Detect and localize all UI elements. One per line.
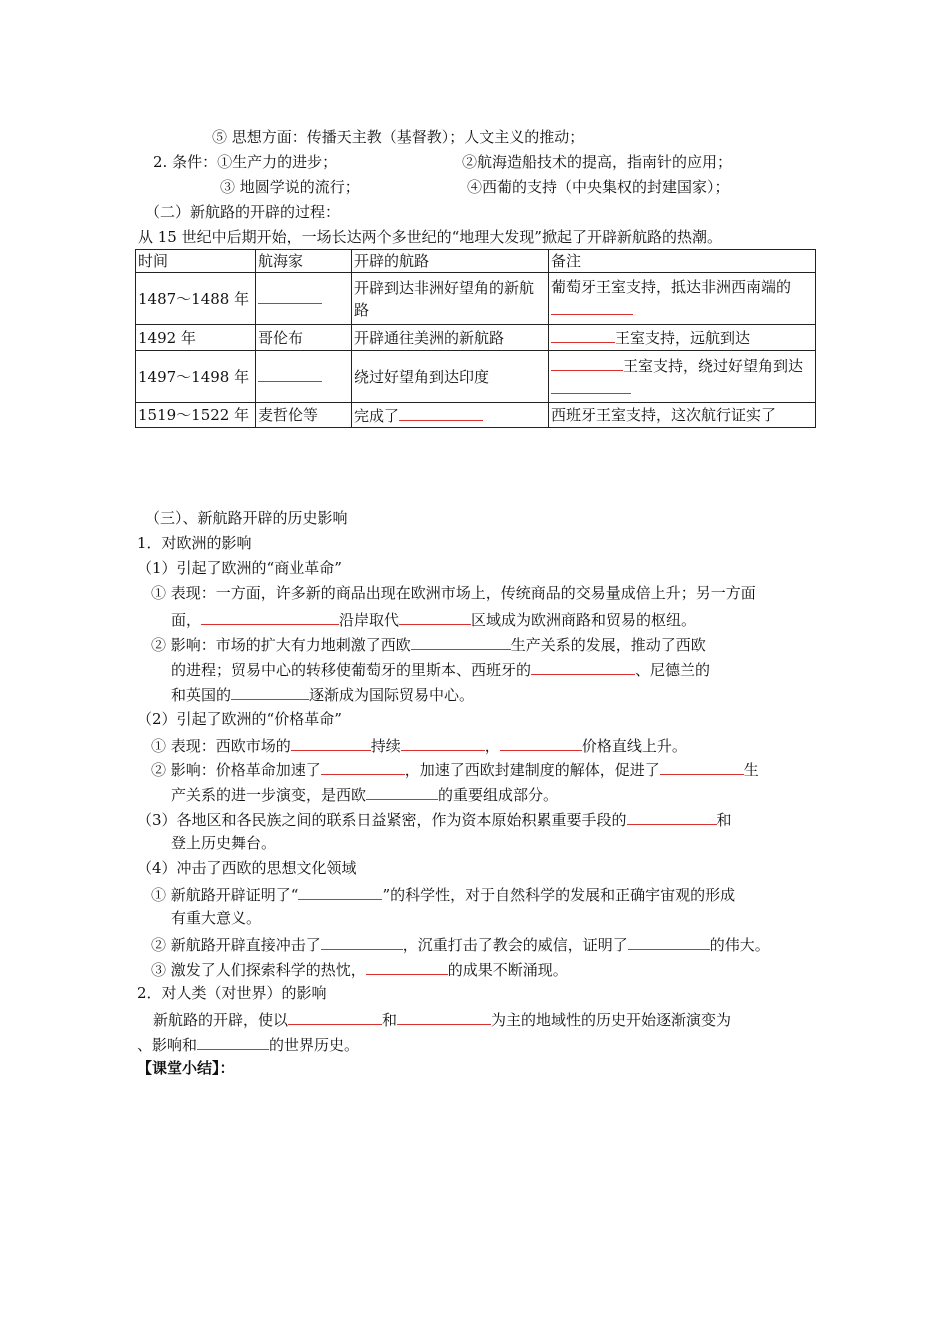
text-segment: 区域成为欧洲商路和贸易的枢纽。 — [471, 611, 697, 629]
fill-blank[interactable] — [531, 658, 635, 675]
text-segment: 的进程；贸易中心的转移使葡萄牙的里斯本、西班牙的 — [171, 661, 532, 679]
fill-blank[interactable] — [321, 758, 405, 775]
text-segment: 的重要组成部分。 — [438, 786, 559, 804]
text-segment: 持续 — [370, 737, 401, 755]
table-row — [136, 325, 816, 351]
price-effect-line-1 — [151, 758, 759, 780]
section-3-heading: （三）、新航路开辟的历史影响 — [145, 509, 348, 527]
text-segment: ，加速了西欧封建制度的解体，促进了 — [404, 761, 660, 779]
text-segment: 为主的地域性的历史开始逐渐演变为 — [491, 1011, 732, 1029]
cell-time: 1497～1498 年 — [136, 351, 256, 403]
thought-impact-2-line — [151, 933, 770, 955]
fill-blank[interactable] — [399, 404, 483, 421]
text-segment: 、尼德兰的 — [635, 661, 711, 679]
text-segment: ② 新航路开辟直接冲击了 — [151, 936, 321, 954]
fill-blank[interactable] — [197, 1033, 269, 1050]
conditions-line-2-left: ③ 地圆学说的流行； — [220, 178, 360, 196]
cell-navigator: 麦哲伦等 — [256, 403, 352, 428]
thought-aspect-line: ⑤ 思想方面：传播天主教（基督教）；人文主义的推动； — [212, 128, 585, 146]
commercial-revolution-heading: （1）引起了欧洲的“商业革命” — [137, 559, 342, 577]
cell-route: 开辟通往美洲的新航路 — [352, 325, 549, 351]
fill-blank[interactable] — [399, 608, 471, 625]
text-segment: ② 影响：价格革命加速了 — [151, 761, 321, 779]
note-text: 王室支持，绕过好望角到 — [623, 356, 789, 375]
fill-blank[interactable] — [397, 1008, 491, 1025]
fill-blank[interactable] — [201, 608, 339, 625]
section-2-heading: （二）新航路的开辟的过程： — [145, 203, 341, 221]
commercial-manifest-line-2 — [171, 608, 696, 630]
note-text: 葡萄牙王室支持，抵达非洲西南端的 — [551, 278, 792, 296]
commercial-effect-line-3 — [171, 683, 474, 705]
fill-blank[interactable] — [366, 783, 438, 800]
world-impact-line-1 — [153, 1008, 731, 1030]
cell-route: 绕过好望角到达印度 — [352, 351, 549, 403]
fill-blank[interactable] — [401, 734, 485, 751]
connection-line-1 — [137, 808, 732, 830]
fill-blank[interactable] — [321, 933, 403, 950]
cell-note: 西班牙王室支持，这次航行证实了 — [549, 403, 816, 428]
header-route: 开辟的航路 — [352, 250, 549, 273]
thought-impact-1-line-2: 有重大意义。 — [171, 909, 262, 927]
commercial-effect-line-1 — [151, 633, 706, 655]
text-segment: 和 — [382, 1011, 398, 1029]
voyages-table — [135, 249, 816, 428]
fill-blank[interactable] — [288, 1008, 382, 1025]
cell-time: 1519～1522 年 — [136, 403, 256, 428]
text-segment: ， — [484, 737, 500, 755]
text-segment: 沿岸取代 — [339, 611, 400, 629]
text-segment: 和 — [716, 811, 732, 829]
fill-blank[interactable] — [291, 734, 371, 751]
text-segment: ① 新航路开辟证明了“ — [151, 886, 299, 904]
text-segment: 价格直线上升。 — [581, 737, 687, 755]
cell-note — [549, 325, 816, 351]
fill-blank[interactable] — [660, 758, 744, 775]
commercial-effect-line-2 — [171, 658, 710, 680]
fill-blank[interactable] — [298, 883, 382, 900]
class-summary-heading: 【课堂小结】： — [137, 1059, 235, 1077]
cell-navigator — [256, 351, 352, 403]
note-text: 达 — [788, 356, 804, 375]
table-row — [136, 351, 816, 403]
conditions-line-2-right: ④西葡的支持（中央集权的封建国家）； — [467, 178, 730, 196]
fill-blank[interactable] — [628, 933, 710, 950]
thought-impact-3-line — [151, 958, 568, 980]
cell-route: 开辟到达非洲好望角的新航路 — [352, 273, 549, 325]
header-time: 时间 — [136, 250, 256, 273]
price-revolution-heading: （2）引起了欧洲的“价格革命” — [137, 710, 342, 728]
text-segment: 和英国的 — [171, 686, 232, 704]
text-segment: 逐渐成为国际贸易中心。 — [309, 686, 475, 704]
commercial-manifest-line-1: ① 表现：一方面，许多新的商品出现在欧洲市场上，传统商品的交易量成倍上升；另一方面 — [151, 584, 756, 602]
fill-blank[interactable] — [551, 377, 631, 394]
note-text: 王室支持，远航到达 — [615, 329, 751, 347]
text-segment: 的世界历史。 — [269, 1036, 360, 1054]
cell-route — [352, 403, 549, 428]
fill-blank[interactable] — [627, 808, 717, 825]
text-segment: 、影响和 — [137, 1036, 198, 1054]
table-row — [136, 273, 816, 325]
text-segment: ”的科学性，对于自然科学的发展和正确宇宙观的形成 — [382, 886, 736, 904]
text-segment: ，沉重打击了教会的威信，证明了 — [402, 936, 628, 954]
text-segment: （3）各地区和各民族之间的联系日益紧密，作为资本原始积累重要手段的 — [137, 811, 627, 829]
cell-navigator — [256, 273, 352, 325]
text-segment: 的伟大。 — [709, 936, 770, 954]
impact-europe-heading: 1．对欧洲的影响 — [137, 534, 252, 552]
conditions-line-1-left: 2. 条件：①生产力的进步； — [153, 153, 338, 171]
fill-blank[interactable] — [551, 298, 633, 315]
cell-navigator: 哥伦布 — [256, 325, 352, 351]
fill-blank[interactable] — [500, 734, 582, 751]
text-segment: 生产关系的发展，推动了西欧 — [510, 636, 706, 654]
section-2-intro: 从 15 世纪中后期开始，一场长达两个多世纪的“地理大发现”掀起了开辟新航路的热潮。 — [138, 228, 722, 246]
cell-time: 1487～1488 年 — [136, 273, 256, 325]
fill-blank[interactable] — [231, 683, 309, 700]
thought-impact-heading: （4）冲击了西欧的思想文化领域 — [137, 859, 357, 877]
cell-note — [549, 273, 816, 325]
impact-world-heading: 2．对人类（对世界）的影响 — [137, 984, 327, 1002]
text-segment: ② 影响：市场的扩大有力地刺激了西欧 — [151, 636, 411, 654]
table-row — [136, 403, 816, 428]
price-manifest-line — [151, 734, 687, 756]
fill-blank[interactable] — [258, 287, 322, 304]
header-note: 备注 — [549, 250, 816, 273]
fill-blank[interactable] — [366, 958, 448, 975]
text-segment: 生 — [743, 761, 759, 779]
cell-note — [549, 351, 816, 403]
conditions-line-1-right: ②航海造船技术的提高，指南针的应用； — [462, 153, 733, 171]
fill-blank[interactable] — [258, 365, 322, 382]
text-segment: 产关系的进一步演变，是西欧 — [171, 786, 367, 804]
text-segment: ① 表现：西欧市场的 — [151, 737, 291, 755]
cell-time: 1492 年 — [136, 325, 256, 351]
header-navigator: 航海家 — [256, 250, 352, 273]
route-text: 完成了 — [354, 406, 400, 425]
world-impact-line-2 — [137, 1033, 359, 1055]
fill-blank[interactable] — [551, 326, 615, 343]
connection-line-2: 登上历史舞台。 — [171, 834, 277, 852]
fill-blank[interactable] — [411, 633, 511, 650]
table-header-row — [136, 250, 816, 273]
text-segment: ③ 激发了人们探索科学的热忱， — [151, 961, 366, 979]
text-segment: 新航路的开辟，使以 — [153, 1011, 289, 1029]
price-effect-line-2 — [171, 783, 558, 805]
fill-blank[interactable] — [551, 354, 623, 371]
thought-impact-1-line-1 — [151, 883, 735, 905]
text-segment: 的成果不断涌现。 — [447, 961, 568, 979]
text-segment: 面， — [171, 611, 202, 629]
